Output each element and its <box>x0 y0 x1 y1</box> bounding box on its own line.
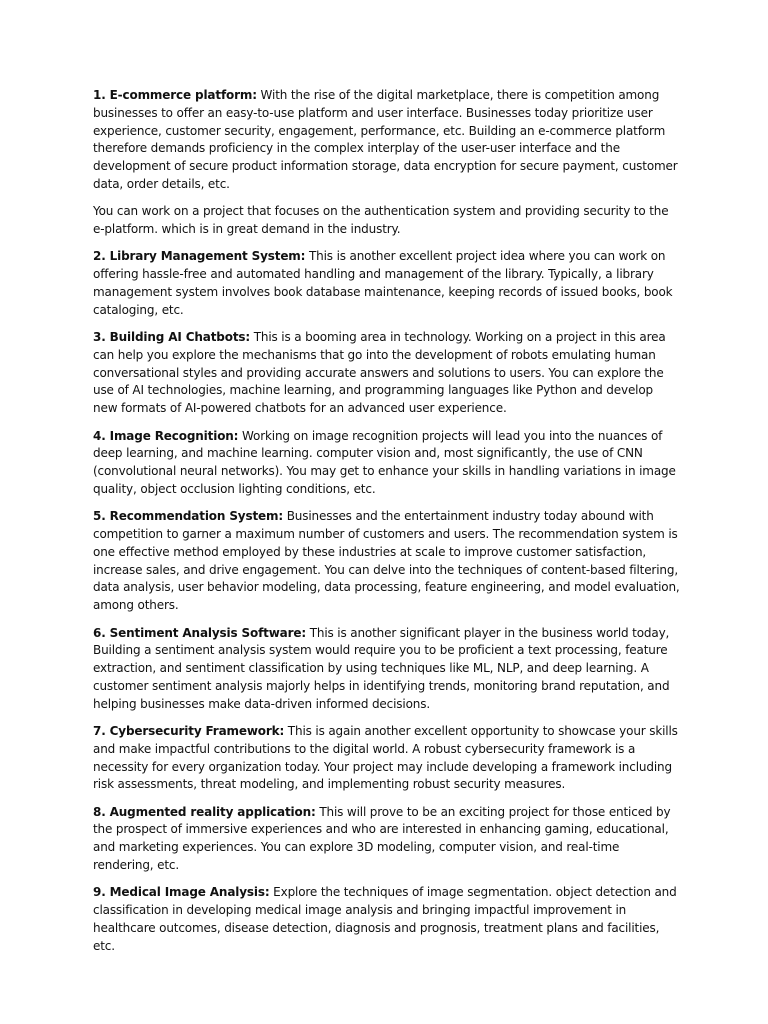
paragraph-sentiment <box>93 625 681 714</box>
paragraph-text: This will prove to be an exciting project for those enticed by the prospect of immersive experiences and who are interested in enhancing gaming, educational, and marketing experiences. You can explore 3D modeling, computer vision, and real-time rendering, etc. <box>93 804 671 873</box>
paragraph-text: With the rise of the digital marketplace, there is competition among businesses to offer an easy-to-use platform and user interface. Businesses today prioritize user experience, customer security, engagement, performance, etc. Building an e-commerce platform therefore demands proficiency in the complex interplay of the user-user interface and the development of secure product information storage, data encryption for secure payment, customer data, order details, etc. <box>93 88 678 191</box>
paragraph-augmented-reality <box>93 804 681 875</box>
document-page <box>93 87 681 965</box>
paragraph-image-recognition <box>93 428 681 499</box>
paragraph-chatbots <box>93 329 681 418</box>
paragraph-library <box>93 248 681 319</box>
paragraph-ecommerce <box>93 87 681 194</box>
paragraph-recommendation <box>93 508 681 615</box>
paragraph-label: 1. E-commerce platform: <box>93 88 257 102</box>
paragraph-text: Working on image recognition projects will lead you into the nuances of deep learning, and machine learning. computer vision and, most significantly, the use of CNN (convolutional neural networks). You may get to enhance your skills in handling variations in image quality, object occlusion lighting conditions, etc. <box>93 428 676 496</box>
paragraph-text: You can work on a project that focuses on the authentication system and providing security to the e-platform. which is in great demand in the industry. <box>93 204 669 237</box>
paragraph-label: 6. Sentiment Analysis Software: <box>93 625 307 640</box>
paragraph-text: This is a booming area in technology. Working on a project in this area can help you explore the mechanisms that go into the development of robots emulating human conversational styles and providing accurate answers and solutions to users. You can explore the use of AI technologies, machine learning, and programming languages like Python and develop new formats of AI-powered chatbots for an advanced user experience. <box>93 330 666 416</box>
paragraph-label: 9. Medical Image Analysis: <box>93 885 270 900</box>
paragraph-label: 4. Image Recognition: <box>93 428 239 443</box>
paragraph-text: This is again another excellent opportunity to showcase your skills and make impactful contributions to the digital world. A robust cybersecurity framework is a necessity for every organization today. Your project may include developing a framework including risk assessments, threat modeling, and implementing robust security measures. <box>93 724 678 792</box>
paragraph-medical-image <box>93 884 681 955</box>
paragraph-label: 2. Library Management System: <box>93 249 306 264</box>
paragraph-text: Businesses and the entertainment industry today abound with competition to garner a maximum number of customers and users. The recommendation system is one effective method employed by these industries at scale to improve customer satisfaction, increase sales, and drive engagement. You can delve into the techniques of content-based filtering, data analysis, user behavior modeling, data processing, feature engineering, and model evaluation, among others. <box>93 509 680 613</box>
paragraph-text: Explore the techniques of image segmentation. object detection and classification in developing medical image analysis and bringing impactful improvement in healthcare outcomes, disease detection, diagnosis and prognosis, treatment plans and facilities, etc. <box>93 885 677 953</box>
paragraph-authentication <box>93 203 681 239</box>
paragraph-label: 7. Cybersecurity Framework: <box>93 724 285 738</box>
paragraph-cybersecurity <box>93 723 681 794</box>
paragraph-label: 3. Building AI Chatbots: <box>93 330 251 345</box>
paragraph-label: 5. Recommendation System: <box>93 509 284 524</box>
paragraph-label: 8. Augmented reality application: <box>93 804 316 819</box>
paragraph-text: This is another significant player in the business world today, Building a sentiment analysis system would require you to be proficient a text processing, feature extraction, and sentiment classification by using techniques like ML, NLP, and deep learning. A customer sentiment analysis majorly helps in identifying trends, monitoring brand reputation, and helping businesses make data-driven informed decisions. <box>93 625 670 711</box>
paragraph-text: This is another excellent project idea where you can work on offering hassle-free and automated handling and management of the library. Typically, a library management system involves book database maintenance, keeping records of issued books, book cataloging, etc. <box>93 249 673 317</box>
